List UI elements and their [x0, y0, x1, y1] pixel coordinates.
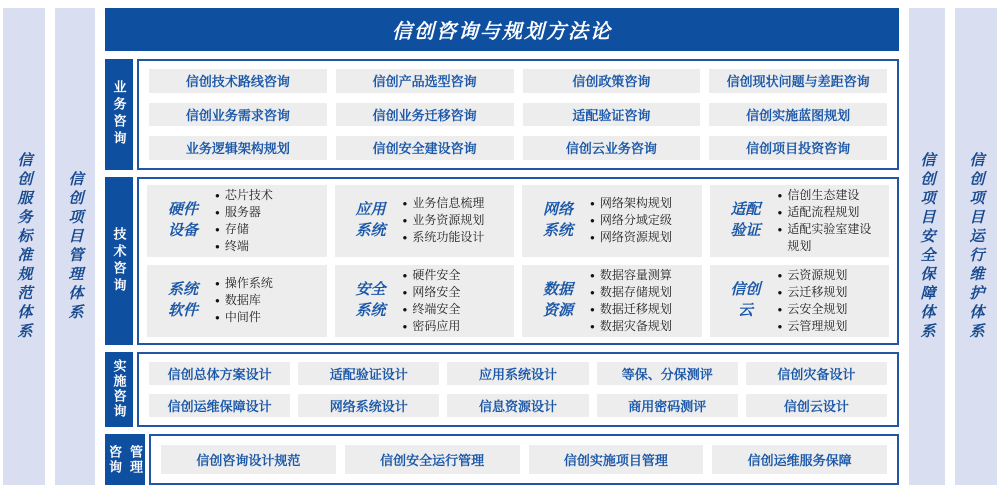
item-box: 信创业务需求咨询 — [149, 103, 327, 127]
bullet-dot-icon: ● — [777, 287, 783, 297]
group-bullet-item: ● 数据容量测算 — [590, 267, 672, 282]
group-bullet-item: ● 网络资源规划 — [590, 230, 672, 245]
bullet-dot-icon: ● — [402, 321, 408, 331]
item-box: 信创产品选型咨询 — [336, 69, 514, 93]
bullet-dot-icon: ● — [777, 304, 783, 314]
group-name: 安全 系统 — [355, 281, 386, 319]
item-box: 网络系统设计 — [298, 394, 439, 417]
group-name: 适配 验证 — [730, 201, 761, 239]
bullet-dot-icon: ● — [590, 233, 595, 243]
bullet-dot-icon: ● — [402, 304, 408, 314]
group-bullet-item: ● 数据灾备规划 — [590, 318, 672, 333]
side-bar-project-management-label: 信创项目管理体系 — [66, 170, 84, 323]
bullet-dot-icon: ● — [777, 270, 783, 280]
group-name: 硬件 设备 — [167, 201, 198, 239]
group-name: 应用 系统 — [355, 201, 386, 239]
group-bullet-item: ● 网络分域定级 — [590, 213, 672, 228]
bullet-dot-icon: ● — [777, 224, 783, 234]
diagram-title-text: 信创咨询与规划方法论 — [392, 21, 612, 44]
group-bullet-item: ● 适配实验室建设规划 — [777, 221, 872, 253]
item-box: 信创运维服务保障 — [712, 445, 887, 474]
bullet-dot-icon: ● — [215, 241, 220, 251]
group-bullet-item: ● 中间件 — [215, 310, 261, 325]
section-technical-consulting-groups — [137, 177, 899, 345]
group-bullet-item: ● 适配流程规划 — [777, 204, 860, 219]
bullet-dot-icon: ● — [215, 313, 220, 323]
side-bar-service-standards-label: 信创服务标准规范体系 — [15, 151, 33, 342]
group-name: 信创 云 — [730, 281, 761, 319]
bullet-dot-icon: ● — [402, 216, 408, 226]
group-bullet-list — [215, 187, 273, 255]
side-bar-service-standards — [3, 8, 45, 485]
side-bar-operation-maintenance-label: 信创项目运行维护体系 — [967, 151, 985, 342]
group-bullet-item: ● 云迁移规划 — [777, 284, 848, 299]
group-bullet-item: ● 云管理规划 — [777, 318, 848, 333]
section-consulting-management-items — [149, 434, 899, 485]
group-box — [710, 185, 890, 257]
side-bar-security-assurance-label: 信创项目安全保障体系 — [918, 151, 936, 342]
bullet-dot-icon: ● — [215, 296, 220, 306]
group-box — [522, 265, 702, 337]
bullet-dot-icon: ● — [402, 233, 408, 243]
group-box — [147, 265, 327, 337]
bullet-dot-icon: ● — [590, 287, 595, 297]
group-bullet-item: ● 业务信息梳理 — [402, 196, 485, 211]
item-box: 信创政策咨询 — [523, 69, 701, 93]
bullet-dot-icon: ● — [590, 216, 595, 226]
group-bullet-list — [590, 195, 672, 246]
item-box: 信创业务迁移咨询 — [336, 103, 514, 127]
bullet-dot-icon: ● — [215, 207, 220, 217]
group-bullet-item: ● 终端安全 — [402, 301, 461, 316]
bullet-dot-icon: ● — [777, 321, 783, 331]
item-box: 信息资源设计 — [447, 394, 588, 417]
group-box — [522, 185, 702, 257]
item-box: 信创云设计 — [746, 394, 887, 417]
group-bullet-item: ● 数据库 — [215, 293, 261, 308]
group-bullet-item: ● 网络架构规划 — [590, 196, 672, 211]
item-box: 商用密码测评 — [597, 394, 738, 417]
section-business-consulting-label: 业务咨询 — [105, 59, 133, 170]
group-bullet-item: ● 信创生态建设 — [777, 187, 860, 202]
item-box: 信创安全运行管理 — [345, 445, 520, 474]
item-box: 适配验证设计 — [298, 362, 439, 385]
group-bullet-list — [778, 267, 848, 335]
item-box: 信创安全建设咨询 — [336, 136, 514, 160]
group-bullet-list — [778, 187, 884, 255]
item-box: 业务逻辑架构规划 — [149, 136, 327, 160]
group-name: 系统 软件 — [167, 281, 198, 319]
group-bullet-item: ● 系统功能设计 — [402, 230, 485, 245]
bullet-dot-icon: ● — [215, 279, 220, 289]
item-box: 信创云业务咨询 — [523, 136, 701, 160]
group-bullet-list — [590, 267, 672, 335]
group-bullet-item: ● 操作系统 — [215, 276, 273, 291]
group-bullet-item: ● 服务器 — [215, 204, 261, 219]
group-bullet-list — [403, 195, 485, 246]
section-business-consulting — [105, 59, 899, 170]
group-bullet-item: ● 终端 — [215, 238, 249, 253]
item-box: 信创现状问题与差距咨询 — [709, 69, 887, 93]
section-consulting-management-label: 咨询 管理 — [105, 434, 145, 485]
group-bullet-item: ● 硬件安全 — [402, 267, 461, 282]
main-area — [105, 8, 899, 485]
section-business-consulting-items — [137, 59, 899, 170]
section-technical-consulting — [105, 177, 899, 345]
group-box — [710, 265, 890, 337]
section-technical-consulting-label: 技术咨询 — [105, 177, 133, 345]
side-bar-operation-maintenance — [955, 8, 997, 485]
group-bullet-item: ● 业务资源规划 — [402, 213, 485, 228]
group-bullet-item: ● 数据存储规划 — [590, 284, 672, 299]
group-bullet-item: ● 存储 — [215, 221, 249, 236]
item-box: 应用系统设计 — [447, 362, 588, 385]
section-consulting-management — [105, 434, 899, 485]
group-bullet-item: ● 数据迁移规划 — [590, 301, 672, 316]
group-box — [147, 185, 327, 257]
group-bullet-item: ● 芯片技术 — [215, 187, 273, 202]
bullet-dot-icon: ● — [590, 321, 595, 331]
item-box: 信创运维保障设计 — [149, 394, 290, 417]
group-name: 网络 系统 — [542, 201, 573, 239]
bullet-dot-icon: ● — [402, 270, 408, 280]
group-bullet-item: ● 网络安全 — [402, 284, 461, 299]
side-bar-security-assurance — [909, 8, 945, 485]
group-bullet-item: ● 云安全规划 — [777, 301, 848, 316]
group-bullet-item: ● 密码应用 — [402, 318, 461, 333]
item-box: 信创总体方案设计 — [149, 362, 290, 385]
bullet-dot-icon: ● — [590, 199, 595, 209]
bullet-dot-icon: ● — [590, 304, 595, 314]
item-box: 信创咨询设计规范 — [161, 445, 336, 474]
section-implementation-consulting-items — [137, 352, 899, 427]
diagram-title — [105, 8, 899, 51]
group-bullet-list — [215, 275, 273, 326]
group-bullet-item: ● 云资源规划 — [777, 267, 848, 282]
section-implementation-consulting-label: 实施咨询 — [105, 352, 133, 427]
side-bar-project-management — [55, 8, 95, 485]
item-box: 等保、分保测评 — [597, 362, 738, 385]
item-box: 信创灾备设计 — [746, 362, 887, 385]
group-box — [335, 265, 515, 337]
item-box: 信创技术路线咨询 — [149, 69, 327, 93]
bullet-dot-icon: ● — [777, 190, 783, 200]
bullet-dot-icon: ● — [402, 199, 408, 209]
bullet-dot-icon: ● — [777, 207, 783, 217]
bullet-dot-icon: ● — [590, 270, 595, 280]
item-box: 信创实施蓝图规划 — [709, 103, 887, 127]
group-bullet-list — [403, 267, 461, 335]
section-implementation-consulting — [105, 352, 899, 427]
group-name: 数据 资源 — [542, 281, 573, 319]
item-box: 信创项目投资咨询 — [709, 136, 887, 160]
item-box: 适配验证咨询 — [523, 103, 701, 127]
bullet-dot-icon: ● — [215, 190, 220, 200]
item-box: 信创实施项目管理 — [529, 445, 704, 474]
bullet-dot-icon: ● — [215, 224, 220, 234]
group-box — [335, 185, 515, 257]
bullet-dot-icon: ● — [402, 287, 408, 297]
